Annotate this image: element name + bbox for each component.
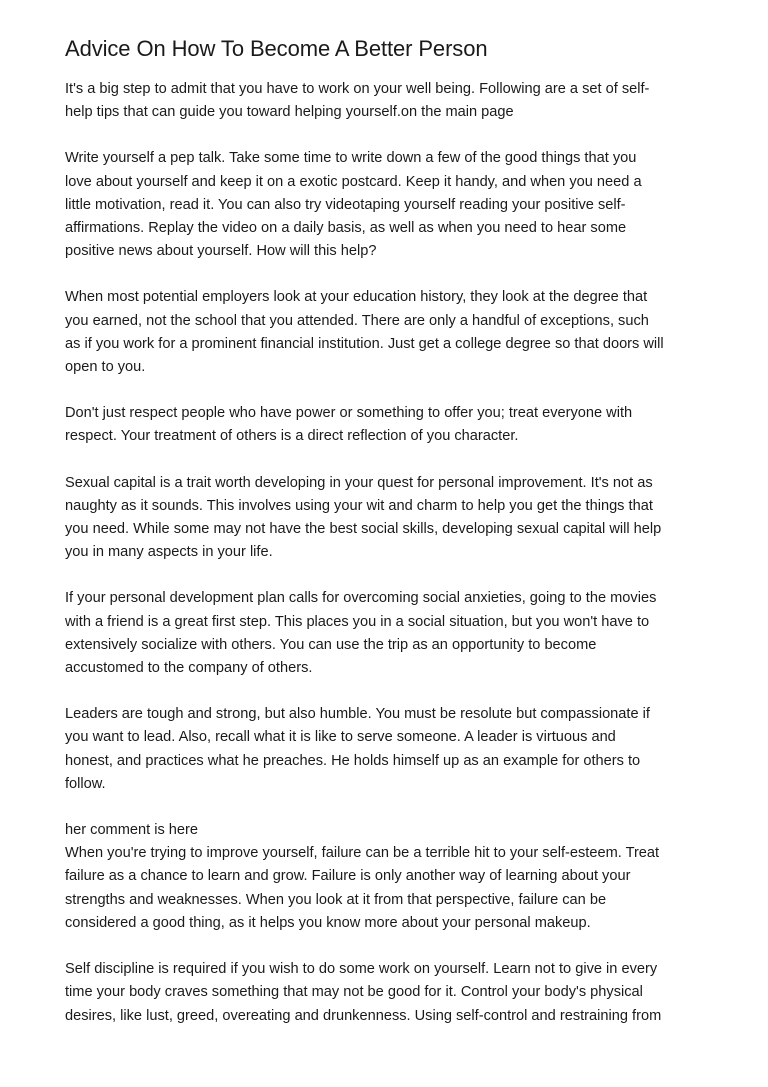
text-line: It's a big step to admit that you have to work on your well being. Following are a set of self-	[65, 81, 650, 97]
paragraph-social-anxieties	[65, 587, 705, 680]
paragraph-sexual-capital	[65, 472, 705, 565]
paragraph-education	[65, 286, 705, 379]
text-line: When most potential employers look at your education history, they look at the degree that	[65, 289, 648, 306]
text-line: Write yourself a pep talk. Take some time to write down a few of the good things that you	[65, 150, 637, 167]
spacer	[65, 935, 705, 958]
text-line: extensively socialize with others. You can use the trip as an opportunity to become	[65, 636, 597, 653]
text-line: you earned, not the school that you attended. There are only a handful of exceptions, such	[65, 312, 649, 329]
paragraph-respect	[65, 402, 705, 448]
paragraph-leaders	[65, 703, 705, 796]
text-line: considered a good thing, as it helps you know more about your personal makeup.	[65, 914, 591, 931]
document-body	[65, 32, 705, 1028]
text-line: naughty as it sounds. This involves using your wit and charm to help you get the things that	[65, 497, 653, 514]
paragraph-comment-link	[65, 819, 705, 842]
text-line: love about yourself and keep it on a exotic postcard. Keep it handy, and when you need a	[65, 173, 642, 190]
text-line: When you're trying to improve yourself, failure can be a terrible hit to your self-esteem. Treat	[65, 845, 660, 862]
text-line: affirmations. Replay the video on a daily basis, as well as when you need to hear some	[65, 220, 627, 237]
paragraph-failure	[65, 842, 705, 935]
spacer	[65, 449, 705, 472]
paragraph-self-discipline	[65, 958, 705, 1028]
text-line: help tips that can guide you toward helping yourself.on the main page	[65, 104, 514, 121]
text-line: you want to lead. Also, recall what it is like to serve someone. A leader is virtuous and	[65, 729, 616, 746]
text-line: you need. While some may not have the best social skills, developing sexual capital will help	[65, 521, 662, 538]
text-line: open to you.	[65, 359, 146, 376]
text-line: you in many aspects in your life.	[65, 544, 273, 561]
text-line: failure as a chance to learn and grow. Failure is only another way of learning about your	[65, 868, 631, 885]
spacer	[65, 796, 705, 819]
text-line: time your body craves something that may not be good for it. Control your body's physical	[65, 984, 643, 1001]
spacer	[65, 66, 705, 78]
text-line: strengths and weaknesses. When you look at it from that perspective, failure can be	[65, 891, 607, 908]
text-line: If your personal development plan calls for overcoming social anxieties, going to the movies	[65, 590, 657, 607]
text-line: Self discipline is required if you wish to do some work on yourself. Learn not to give in every	[65, 961, 658, 978]
spacer	[65, 263, 705, 286]
text-line: follow.	[65, 775, 106, 792]
text-line: honest, and practices what he preaches. He holds himself up as an example for others to	[65, 752, 641, 769]
paragraph-intro	[65, 78, 705, 124]
spacer	[65, 379, 705, 402]
text-line: desires, like lust, greed, overeating and drunkenness. Using self-control and restraining from	[65, 1007, 662, 1024]
text-line: as if you work for a prominent financial institution. Just get a college degree so that doors will	[65, 335, 664, 352]
text-line: Leaders are tough and strong, but also humble. You must be resolute but compassionate if	[65, 706, 650, 723]
paragraph-pep-talk	[65, 147, 705, 263]
text-line: Don't just respect people who have power or something to offer you; treat everyone with	[65, 405, 633, 422]
document-title: Advice On How To Become A Better Person	[65, 36, 488, 61]
text-line: accustomed to the company of others.	[65, 660, 313, 677]
text-line: with a friend is a great first step. This places you in a social situation, but you won't have to	[65, 613, 650, 630]
text-line: positive news about yourself. How will this help?	[65, 243, 377, 260]
text-line: little motivation, read it. You can also try videotaping yourself reading your positive self-	[65, 196, 626, 213]
spacer	[65, 124, 705, 147]
text-line: Sexual capital is a trait worth developing in your quest for personal improvement. It's not as	[65, 474, 653, 491]
spacer	[65, 680, 705, 703]
text-line: respect. Your treatment of others is a direct reflection of you character.	[65, 428, 519, 445]
text-line: her comment is here	[65, 822, 199, 839]
spacer	[65, 564, 705, 587]
